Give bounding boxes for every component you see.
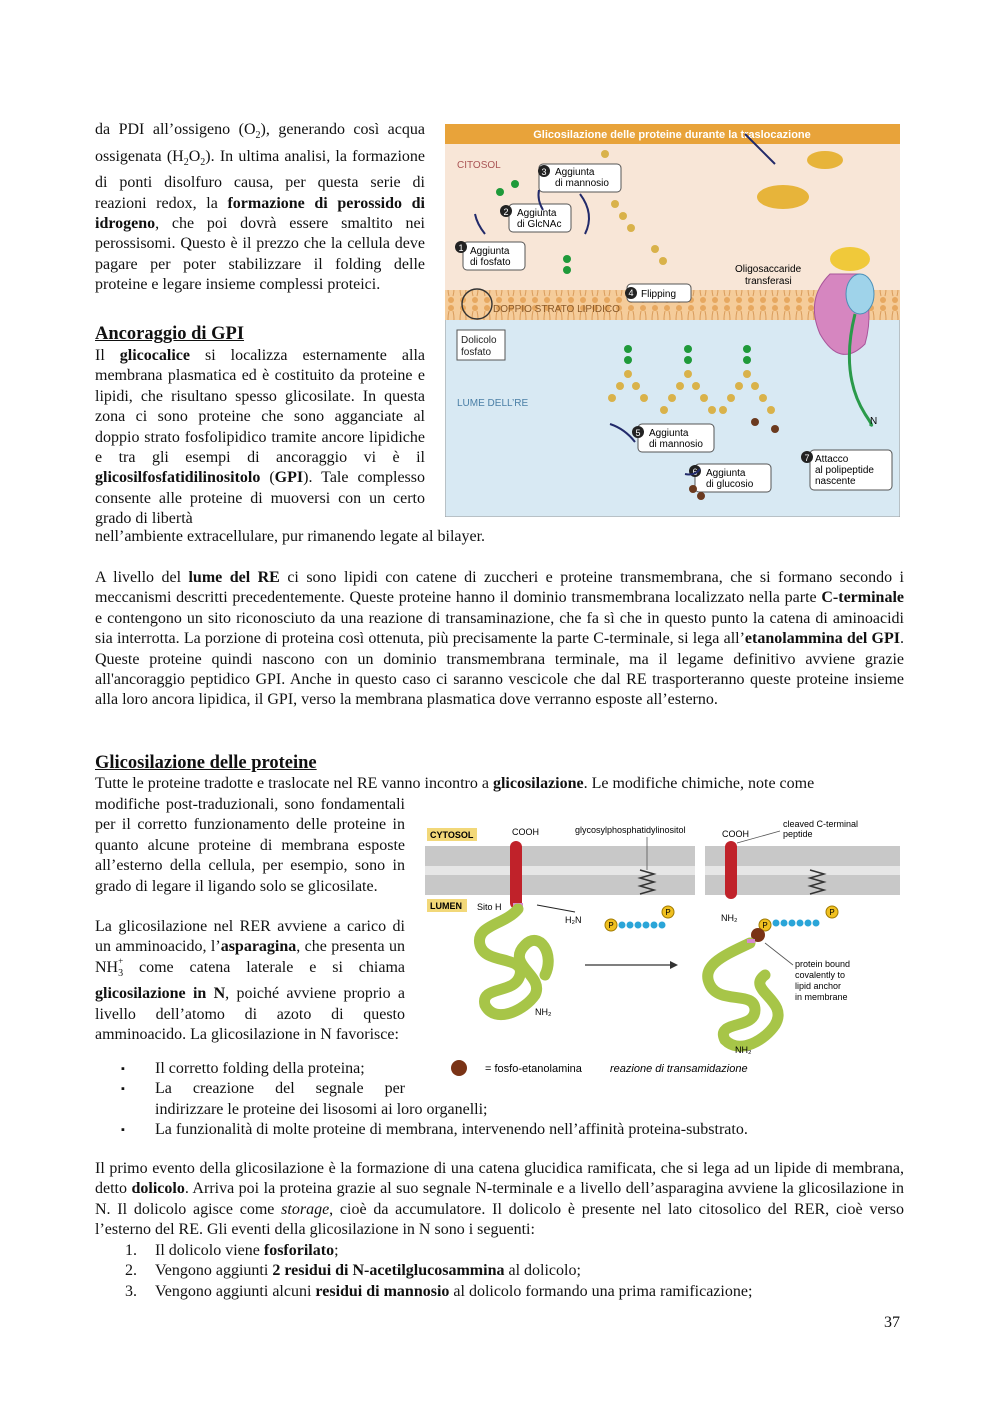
svg-text:4: 4 bbox=[628, 288, 634, 298]
figure-glycosylation-translocation bbox=[445, 124, 900, 517]
svg-text:di glucosio: di glucosio bbox=[706, 479, 754, 490]
list-item: ▪ Il corretto folding della proteina; bbox=[95, 1059, 915, 1079]
figure2-nh2-label-a: NH₂ bbox=[535, 1007, 552, 1017]
figure1-step-7 bbox=[801, 450, 892, 490]
glyco-steps-list bbox=[95, 1241, 915, 1302]
svg-text:Aggiunta: Aggiunta bbox=[706, 468, 746, 479]
figure2-cooh-2: COOH bbox=[722, 829, 749, 839]
svg-text:P: P bbox=[665, 908, 671, 917]
svg-text:5: 5 bbox=[635, 428, 641, 438]
figure1-cytosol-label: CITOSOL bbox=[457, 160, 501, 171]
intro-paragraph: da PDI all’ossigeno $(O_2)$, generando così acqua ossigenata $(H_2O_2)$. In ultima analisi, la formazione di ponti disolfuro causa, per questa serie di reazioni redox, la formazione di perossido di idrogeno, che poi dovrà essere smaltito nei perossisomi. Questo è il prezzo che la cellula deve pagare per poter stabilizzare il folding delle proteine e legare insieme complessi proteici. bbox=[95, 121, 426, 294]
figure2-h2n-label: H₂N bbox=[565, 915, 582, 925]
list-item: ▪ La creazione del segnale per bbox=[95, 1079, 915, 1099]
legend-ethanolamine-icon bbox=[451, 1060, 467, 1076]
list-item: 2. Vengono aggiunti 2 residui di N-acetilglucosammina al dolicolo; bbox=[125, 1262, 581, 1280]
svg-text:nascente: nascente bbox=[815, 476, 856, 487]
membrane-band bbox=[425, 846, 695, 866]
figure1-lumen-label: LUME DELL’RE bbox=[457, 398, 529, 409]
figure1-step-3 bbox=[538, 164, 621, 192]
svg-text:Aggiunta: Aggiunta bbox=[517, 208, 557, 219]
re-lumen-paragraph: A livello del lume del RE ci sono lipidi con catene di zuccheri e proteine transmembrana, che si formano secondo i meccanismi descritti precedentemente. Queste proteine hanno il dominio transmembrana localizzato nella parte C-terminale e contengono un sito riconosciuto da una reazione di transaminazione, che fa sì che in questo punto la catena di aminoacidi sia interrotta. La porzione di proteina così ottenuta, più precisamente la parte C-terminale, si lega all’etanolammina del GPI. Queste proteine quindi nascono con un dominio transmembrana terminale, ma il legame definitivo avviene grazie all'ancoraggio peptidico GPI. Anche in questo caso ci saranno vescicole che dal RE trasporteranno queste proteine insieme alla loro ancora lipidica, il GPI, verso la membrana plasmatica dove verranno esposte all’esterno. bbox=[95, 569, 904, 709]
section-heading-glycosylation: Glicosilazione delle proteine bbox=[95, 753, 317, 773]
figure2-nh2-label-b: NH₂ bbox=[721, 913, 738, 923]
figure1-dolichol-label-1: Dolicolo bbox=[461, 335, 497, 346]
svg-text:P: P bbox=[762, 921, 768, 930]
svg-text:P: P bbox=[608, 921, 614, 930]
list-item-continued: indirizzare le proteine dei lisosomi ai loro organelli; bbox=[155, 1100, 488, 1118]
figure2-legend-label: = fosfo-etanolamina bbox=[485, 1063, 582, 1075]
svg-text:Flipping: Flipping bbox=[641, 289, 677, 300]
figure2-bound-2: covalently to bbox=[795, 970, 846, 980]
figure2-lumen-label: LUMEN bbox=[430, 901, 462, 911]
svg-text:3: 3 bbox=[541, 167, 547, 177]
svg-text:Attacco: Attacco bbox=[815, 454, 849, 465]
figure-gpi-anchoring bbox=[425, 815, 900, 1080]
figure1-title: Glicosilazione delle proteine durante la traslocazione bbox=[533, 129, 811, 141]
figure1-ost-label-1: Oligosaccaride bbox=[735, 264, 802, 275]
figure2-gpi-label: glycosylphosphatidylinositol bbox=[575, 825, 686, 835]
ribosome-icon bbox=[757, 185, 809, 209]
figure2-cytosol-label: CYTOSOL bbox=[430, 830, 474, 840]
svg-text:1: 1 bbox=[458, 243, 464, 253]
svg-text:Aggiunta: Aggiunta bbox=[470, 246, 510, 257]
svg-text:6: 6 bbox=[692, 467, 698, 477]
figure1-step-6 bbox=[689, 464, 771, 492]
transmembrane-helix bbox=[510, 841, 522, 909]
svg-text:di mannosio: di mannosio bbox=[555, 178, 609, 189]
figure2-cooh-1: COOH bbox=[512, 827, 539, 837]
figure2-nh2-label-c: NH₂ bbox=[735, 1045, 752, 1055]
gpi-paragraph: Il glicocalice si localizza esternamente alla membrana plasmatica ed è costituito da proteine e lipidi, che risultano spesso glicosilate. In questa zona ci sono proteine che sono agganciate al doppio strato fosfolipidico tramite ancore lipidiche e tra gli esempi di ancoraggio vi è il glicosilfosfatidilinositolo (GPI). Tale complesso consente alle proteine di muoversi con un certo grado di libertà bbox=[95, 347, 426, 528]
svg-text:Aggiunta: Aggiunta bbox=[649, 428, 689, 439]
list-item: 1. Il dolicolo viene fosforilato; bbox=[125, 1242, 339, 1259]
list-item: ▪ La funzionalità di molte proteine di membrana, intervenendo nell’affinità proteina-substrato. bbox=[95, 1120, 915, 1140]
figure1-ost-label-2: transferasi bbox=[745, 276, 792, 287]
glyco-column-paragraph-1: modifiche post-traduzionali, sono fondamentali per il corretto funzionamento delle proteine in quanto alcune proteine di membrana esposte all’esterno della cellula, per esempio, sono in grado di legare il ligando solo se glicosilate. bbox=[95, 796, 405, 895]
figure2-reaction-label: reazione di transamidazione bbox=[610, 1063, 748, 1075]
svg-text:P: P bbox=[829, 908, 835, 917]
svg-text:Aggiunta: Aggiunta bbox=[555, 167, 595, 178]
glyco-events-paragraph: Il primo evento della glicosilazione è la formazione di una catena glucidica ramificata, che si lega ad un lipide di membrana, detto dolicolo. Arriva poi la proteina grazie al suo segnale N-terminale e a livello dell’asparagina avviene la glicosilazione in N. Il dolicolo agisce come storage, cioè da accumulatore. Il dolicolo è presente nel lato citosolico del RER, cioè verso l’esterno del RE. Gli eventi della glicosilazione in N sono i seguenti: bbox=[95, 1160, 904, 1239]
svg-text:2: 2 bbox=[503, 207, 509, 217]
figure2-site-label: Sito H bbox=[477, 902, 502, 912]
gpi-paragraph-tail: nell’ambiente extracellulare, pur rimanendo legate al bilayer. bbox=[95, 528, 486, 545]
svg-text:al polipeptide: al polipeptide bbox=[815, 465, 874, 476]
figure2-cleaved-1: cleaved C-terminal bbox=[783, 819, 859, 829]
figure1-n-label: N bbox=[870, 416, 878, 427]
list-item: 3. Vengono aggiunti alcuni residui di mannosio al dolicolo formando una prima ramificazione; bbox=[125, 1282, 753, 1300]
svg-text:7: 7 bbox=[804, 453, 810, 463]
section-heading-gpi: Ancoraggio di GPI bbox=[95, 324, 245, 344]
figure2-bound-4: in membrane bbox=[795, 992, 848, 1002]
figure1-dolichol-label-2: fosfato bbox=[461, 347, 492, 358]
svg-text:di mannosio: di mannosio bbox=[649, 439, 703, 450]
glyco-first-line: Tutte le proteine tradotte e traslocate nel RE vanno incontro a glicosilazione. Le modifiche chimiche, note come bbox=[95, 775, 815, 792]
figure2-bound-3: lipid anchor bbox=[795, 981, 842, 991]
svg-text:di GlcNAc: di GlcNAc bbox=[517, 219, 562, 230]
figure1-step-1 bbox=[455, 241, 525, 270]
page-number: 37 bbox=[884, 1314, 900, 1331]
figure2-cleaved-2: peptide bbox=[783, 829, 813, 839]
figure1-step-5 bbox=[632, 424, 714, 452]
figure1-step-2 bbox=[500, 204, 571, 232]
glyco-column-paragraph-2: La glicosilazione nel RER avviene a carico di un amminoacido, l’asparagina, che presenta un $NH_3$ + come catena laterale e si chiama glicosilazione in N, poiché avviene proprio a livello dell’atomo di azoto di questo amminoacido. La glicosilazione in N favorisce: bbox=[95, 918, 406, 1044]
figure1-bilayer-label: DOPPIO STRATO LIPIDICO bbox=[493, 304, 620, 315]
figure1-step-4 bbox=[625, 284, 691, 302]
svg-text:di fosfato: di fosfato bbox=[470, 257, 511, 268]
figure2-bound-1: protein bound bbox=[795, 959, 851, 969]
